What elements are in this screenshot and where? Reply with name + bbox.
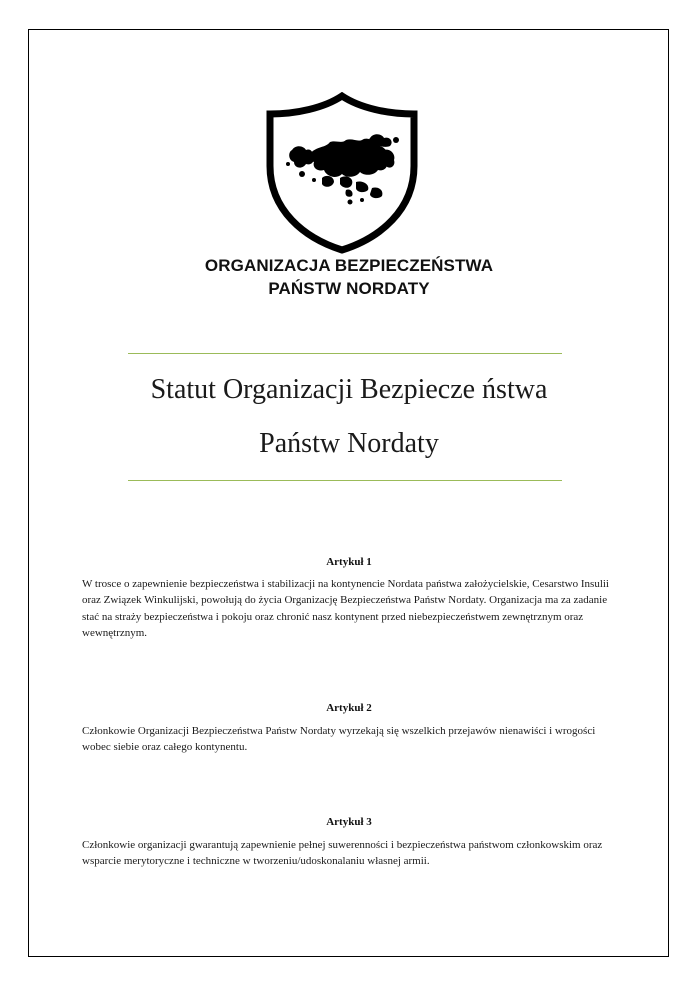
- title-rule-top: [128, 353, 562, 354]
- map-landmass-icon: [286, 134, 399, 204]
- org-name-line2: PAŃSTW NORDATY: [268, 279, 430, 298]
- document-title-line2: Państw Nordaty: [259, 428, 439, 459]
- article-3-body: Członkowie organizacji gwarantują zapewnienie pełnej suwerenności i bezpieczeństwa państwom członkowskim oraz wsparcie merytoryczne i techniczne w tworzeniu/udoskonalaniu własnej armii.: [82, 839, 603, 868]
- article-1-body: W trosce o zapewnienie bezpieczeństwa i stabilizacji na kontynencie Nordata państwa założycielskie, Cesarstwo Insulii oraz Związek Winkulijski, powołują do życia Organizację Bezpieczeństwa Państw Nordaty. Organizacja ma za zadanie stać na straży bezpieczeństwa i pokoju oraz chronić nasz kontynent przed niebezpieczeństwem zewnętrznym oraz wewnętrznym.: [82, 578, 609, 639]
- shield-emblem-icon: [266, 92, 418, 254]
- article-2-body: Członkowie Organizacji Bezpieczeństwa Państw Nordaty wyrzekają się wszelkich przejawów nienawiści i wrogości wobec siebie oraz całego kontynentu.: [82, 725, 596, 754]
- article-3-heading: Artykuł 3: [326, 816, 372, 828]
- article-1-heading: Artykuł 1: [326, 556, 372, 568]
- org-name-line1: ORGANIZACJA BEZPIECZEŃSTWA: [204, 256, 494, 275]
- article-2-heading: Artykuł 2: [326, 702, 372, 714]
- document-title-line1: Statut Organizacji Bezpiecze ństwa: [150, 374, 548, 405]
- title-rule-bottom: [128, 480, 562, 481]
